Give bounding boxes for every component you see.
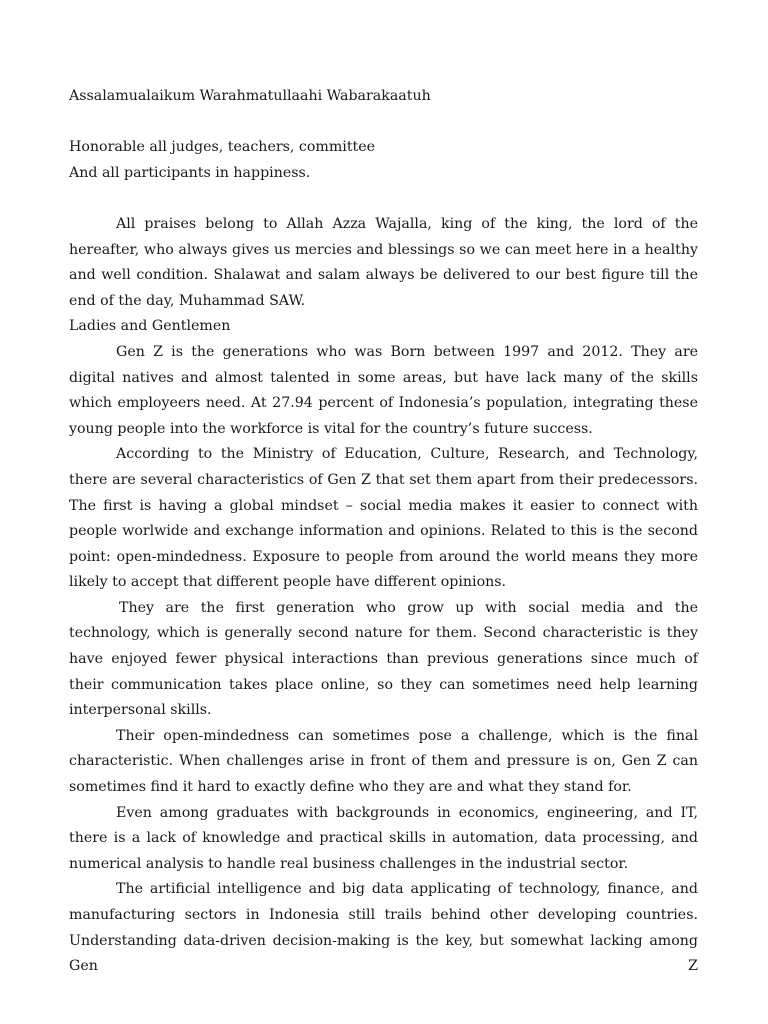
document-page [69, 84, 698, 980]
paragraph-open-mindedness: Their open-mindedness can sometimes pose a challenge, which is the final characteristic. When challenges arise in front of them and pressure is on, Gen Z can sometimes find it hard to exactly define who they are and what they stand for. [69, 727, 698, 796]
paragraph-address: Ladies and Gentlemen [69, 318, 231, 335]
salutation-line-2: And all participants in happiness. [69, 164, 311, 181]
paragraph-praise: All praises belong to Allah Azza Wajalla, king of the king, the lord of the hereafter, who always gives us mercies and blessings so we can meet here in a healthy and well condition. Shalawat and salam always be delivered to our best figure till the end of the day, Muhammad SAW. [69, 215, 698, 309]
paragraph-first-generation: They are the first generation who grow up with social media and the technology, which is generally second nature for them. Second characteristic is they have enjoyed fewer physical interactions than previous generations since much of their communication takes place online, so they can sometimes need help learning interpersonal skills. [69, 599, 698, 719]
paragraph-graduates: Even among graduates with backgrounds in economics, engineering, and IT, there is a lack of knowledge and practical skills in automation, data processing, and numerical analysis to handle real business challenges in the industrial sector. [69, 804, 698, 872]
salutation-line-1: Honorable all judges, teachers, committee [69, 139, 376, 156]
paragraph-ai-big-data: The artificial intelligence and big data applicating of technology, finance, and manufacturing sectors in Indonesia still trails behind other developing countries. Understanding data-driven decision-making is the key, but somewhat lacking among Gen Z [69, 881, 698, 975]
greeting: Assalamualaikum Warahmatullaahi Wabarakaatuh [69, 88, 431, 104]
paragraph-ministry: According to the Ministry of Education, Culture, Research, and Technology, there are several characteristics of Gen Z that set them apart from their predecessors. The first is having a global mindset – social media makes it easier to connect with people worlwide and exchange information and opinions. Related to this is the second point: open-mindedness. Exposure to people from around the world means they more likely to accept that different people have different opinions. [69, 446, 698, 591]
blank-line [69, 186, 698, 212]
paragraph-genz-intro: Gen Z is the generations who was Born between 1997 and 2012. They are digital natives and almost talented in some areas, but have lack many of the skills which employeers need. At 27.94 percent of Indonesia’s population, integrating these young people into the workforce is vital for the country’s future success. [69, 343, 698, 437]
blank-line [69, 110, 698, 136]
